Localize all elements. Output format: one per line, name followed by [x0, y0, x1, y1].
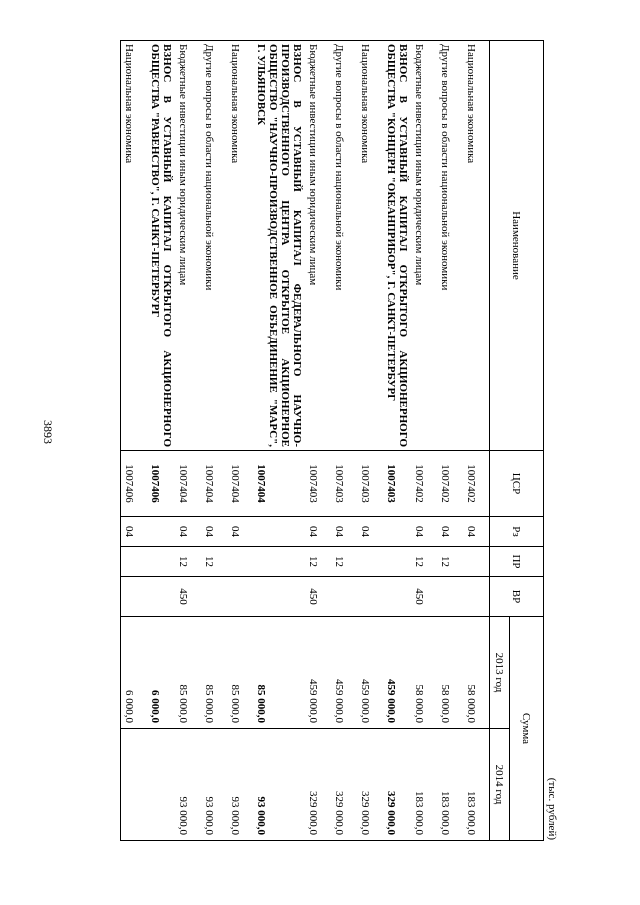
cell-name: ВЗНОС В УСТАВНЫЙ КАПИТАЛ ФЕДЕРАЛЬНОГО НАУЧНО-ПРОИЗВОДСТВЕННОГО ЦЕНТРА ОТКРЫТОЕ АКЦИОНЕРНОЕ ОБЩЕСТВО "НАУЧНО-ПРОИЗВОДСТВЕННОЕ ОБЪЕДИНЕНИЕ "МАРС", Г. УЛЬЯНОВСК	[253, 41, 305, 451]
cell-vr: 450	[411, 577, 437, 617]
table-body	[121, 41, 490, 841]
cell-csr: 1007402	[463, 451, 490, 517]
cell-y2013: 459 000,0	[357, 617, 383, 729]
cell-csr: 1007404	[175, 451, 201, 517]
cell-pr: 12	[437, 547, 463, 577]
cell-vr	[437, 577, 463, 617]
cell-y2014: 93 000,0	[201, 729, 227, 841]
table-row	[437, 41, 463, 841]
table-row	[201, 41, 227, 841]
cell-y2013: 6 000,0	[121, 617, 148, 729]
cell-y2014	[121, 729, 148, 841]
cell-name: Национальная экономика	[121, 41, 148, 451]
cell-rz: 04	[201, 517, 227, 547]
cell-y2013: 459 000,0	[383, 617, 411, 729]
cell-vr	[121, 577, 148, 617]
cell-y2014: 93 000,0	[227, 729, 253, 841]
cell-rz: 04	[121, 517, 148, 547]
cell-rz: 04	[305, 517, 331, 547]
cell-y2014: 183 000,0	[437, 729, 463, 841]
cell-pr	[383, 547, 411, 577]
cell-y2014: 329 000,0	[305, 729, 331, 841]
cell-y2014: 93 000,0	[253, 729, 305, 841]
cell-name: Национальная экономика	[227, 41, 253, 451]
cell-vr: 450	[175, 577, 201, 617]
cell-pr: 12	[175, 547, 201, 577]
cell-y2014: 329 000,0	[383, 729, 411, 841]
cell-y2013: 58 000,0	[411, 617, 437, 729]
cell-rz: 04	[357, 517, 383, 547]
cell-name: Бюджетные инвестиции иным юридическим лицам	[305, 41, 331, 451]
cell-name: Другие вопросы в области национальной экономики	[437, 41, 463, 451]
cell-y2013: 85 000,0	[201, 617, 227, 729]
cell-vr	[227, 577, 253, 617]
cell-pr	[121, 547, 148, 577]
rotated-table-area	[100, 40, 560, 840]
cell-vr	[383, 577, 411, 617]
cell-csr: 1007402	[437, 451, 463, 517]
cell-name: Национальная экономика	[357, 41, 383, 451]
cell-csr: 1007402	[411, 451, 437, 517]
cell-y2013: 58 000,0	[437, 617, 463, 729]
table-row	[305, 41, 331, 841]
cell-y2014: 93 000,0	[175, 729, 201, 841]
cell-csr: 1007403	[357, 451, 383, 517]
units-label: (тыс. рублей)	[546, 777, 558, 840]
cell-rz: 04	[331, 517, 357, 547]
cell-name: ВЗНОС В УСТАВНЫЙ КАПИТАЛ ОТКРЫТОГО АКЦИОНЕРНОГО ОБЩЕСТВА "КОНЦЕРН "ОКЕАНПРИБОР", Г. САНКТ-ПЕТЕРБУРГ	[383, 41, 411, 451]
table-row	[121, 41, 148, 841]
table-row	[227, 41, 253, 841]
cell-vr	[253, 577, 305, 617]
table-row	[463, 41, 490, 841]
cell-y2013: 85 000,0	[175, 617, 201, 729]
cell-csr: 1007406	[121, 451, 148, 517]
cell-csr: 1007403	[305, 451, 331, 517]
header-2014: 2014 год	[490, 729, 510, 841]
cell-pr	[147, 547, 175, 577]
cell-y2013: 85 000,0	[253, 617, 305, 729]
cell-csr: 1007404	[227, 451, 253, 517]
header-vr: ВР	[490, 577, 544, 617]
cell-csr: 1007404	[253, 451, 305, 517]
cell-y2014	[147, 729, 175, 841]
cell-pr: 12	[305, 547, 331, 577]
cell-name: Национальная экономика	[463, 41, 490, 451]
cell-y2013: 58 000,0	[463, 617, 490, 729]
cell-rz: 04	[227, 517, 253, 547]
cell-rz	[147, 517, 175, 547]
cell-vr	[331, 577, 357, 617]
header-csr: ЦСР	[490, 451, 544, 517]
cell-rz	[383, 517, 411, 547]
cell-rz: 04	[437, 517, 463, 547]
cell-rz	[253, 517, 305, 547]
cell-y2014: 183 000,0	[463, 729, 490, 841]
header-rz: Рз	[490, 517, 544, 547]
cell-y2014: 329 000,0	[331, 729, 357, 841]
table-row	[331, 41, 357, 841]
cell-pr	[227, 547, 253, 577]
header-sum: Сумма	[510, 617, 544, 841]
cell-y2013: 85 000,0	[227, 617, 253, 729]
cell-name: Другие вопросы в области национальной экономики	[201, 41, 227, 451]
cell-name: Другие вопросы в области национальной экономики	[331, 41, 357, 451]
cell-rz: 04	[463, 517, 490, 547]
header-pr: ПР	[490, 547, 544, 577]
cell-pr	[253, 547, 305, 577]
cell-vr	[201, 577, 227, 617]
cell-csr: 1007403	[331, 451, 357, 517]
table-row	[411, 41, 437, 841]
cell-rz: 04	[175, 517, 201, 547]
header-2013: 2013 год	[490, 617, 510, 729]
cell-y2014: 329 000,0	[357, 729, 383, 841]
table-row	[383, 41, 411, 841]
cell-vr	[463, 577, 490, 617]
budget-table	[120, 40, 544, 841]
table-row	[253, 41, 305, 841]
cell-pr: 12	[411, 547, 437, 577]
cell-name: Бюджетные инвестиции иным юридическим лицам	[411, 41, 437, 451]
table-row	[357, 41, 383, 841]
cell-rz: 04	[411, 517, 437, 547]
cell-name: ВЗНОС В УСТАВНЫЙ КАПИТАЛ ОТКРЫТОГО АКЦИОНЕРНОГО ОБЩЕСТВА "РАВЕНСТВО", Г. САНКТ-ПЕТЕРБУРГ	[147, 41, 175, 451]
cell-csr: 1007404	[201, 451, 227, 517]
cell-csr: 1007403	[383, 451, 411, 517]
cell-vr: 450	[305, 577, 331, 617]
cell-y2013: 459 000,0	[305, 617, 331, 729]
cell-name: Бюджетные инвестиции иным юридическим лицам	[175, 41, 201, 451]
table-row	[147, 41, 175, 841]
cell-vr	[147, 577, 175, 617]
cell-y2014: 183 000,0	[411, 729, 437, 841]
page-number: 3893	[41, 420, 55, 444]
cell-pr	[463, 547, 490, 577]
header-name: Наименование	[490, 41, 544, 451]
cell-pr: 12	[201, 547, 227, 577]
cell-y2013: 6 000,0	[147, 617, 175, 729]
cell-vr	[357, 577, 383, 617]
cell-pr	[357, 547, 383, 577]
cell-y2013: 459 000,0	[331, 617, 357, 729]
cell-csr: 1007406	[147, 451, 175, 517]
table-row	[175, 41, 201, 841]
cell-pr: 12	[331, 547, 357, 577]
